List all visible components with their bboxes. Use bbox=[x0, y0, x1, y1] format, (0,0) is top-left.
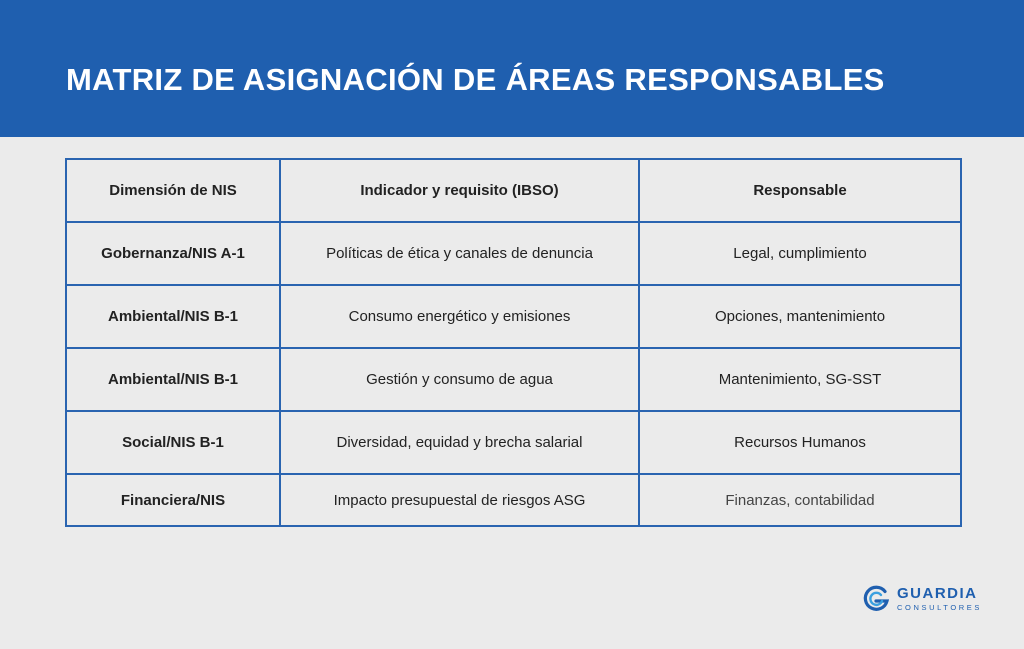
cell-dimension: Social/NIS B-1 bbox=[66, 411, 280, 474]
cell-dimension: Ambiental/NIS B-1 bbox=[66, 348, 280, 411]
column-header-responsible: Responsable bbox=[639, 159, 961, 222]
cell-dimension: Financiera/NIS bbox=[66, 474, 280, 526]
cell-responsible: Mantenimiento, SG-SST bbox=[639, 348, 961, 411]
table-row bbox=[66, 222, 961, 285]
company-logo bbox=[861, 583, 982, 615]
cell-indicator: Consumo energético y emisiones bbox=[280, 285, 639, 348]
page-title: MATRIZ DE ASIGNACIÓN DE ÁREAS RESPONSABLES bbox=[66, 62, 885, 97]
table-row bbox=[66, 411, 961, 474]
cell-indicator: Diversidad, equidad y brecha salarial bbox=[280, 411, 639, 474]
cell-dimension: Gobernanza/NIS A-1 bbox=[66, 222, 280, 285]
table-row bbox=[66, 348, 961, 411]
cell-responsible: Opciones, mantenimiento bbox=[639, 285, 961, 348]
cell-indicator: Impacto presupuestal de riesgos ASG bbox=[280, 474, 639, 526]
table-row bbox=[66, 285, 961, 348]
column-header-indicator: Indicador y requisito (IBSO) bbox=[280, 159, 639, 222]
cell-responsible: Finanzas, contabilidad bbox=[639, 474, 961, 526]
table-header-row bbox=[66, 159, 961, 222]
header-banner bbox=[0, 0, 1024, 137]
cell-responsible: Recursos Humanos bbox=[639, 411, 961, 474]
cell-indicator: Políticas de ética y canales de denuncia bbox=[280, 222, 639, 285]
cell-indicator: Gestión y consumo de agua bbox=[280, 348, 639, 411]
cell-responsible: Legal, cumplimiento bbox=[639, 222, 961, 285]
guardia-g-logo-icon bbox=[861, 584, 891, 614]
column-header-dimension: Dimensión de NIS bbox=[66, 159, 280, 222]
cell-dimension: Ambiental/NIS B-1 bbox=[66, 285, 280, 348]
logo-subtitle: CONSULTORES bbox=[897, 603, 983, 613]
logo-brand-name: GUARDIA bbox=[897, 585, 978, 603]
table-row bbox=[66, 474, 961, 526]
responsibility-matrix-table bbox=[65, 158, 962, 527]
